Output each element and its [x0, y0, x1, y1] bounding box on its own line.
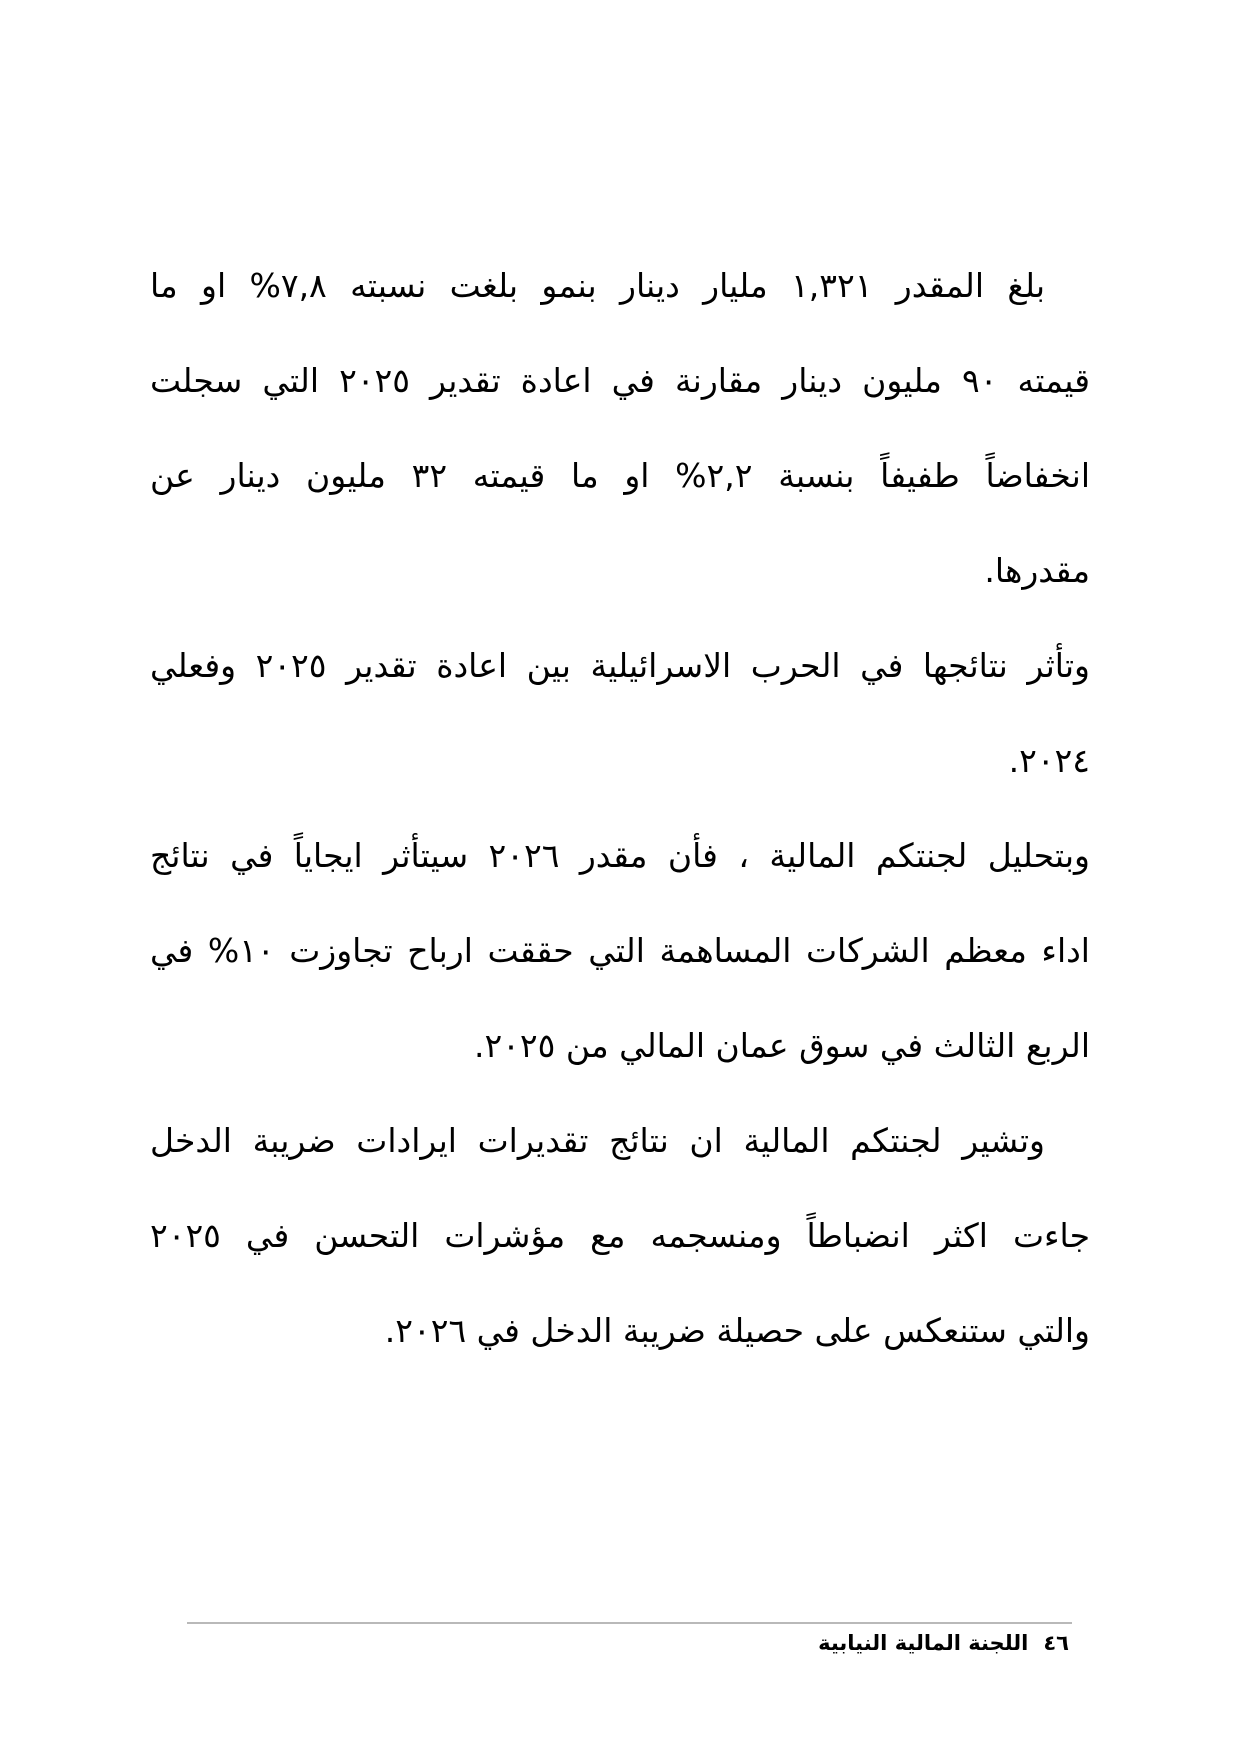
- document-text-body: [150, 238, 1090, 1378]
- paragraph-line: ٢٠٢٤.: [1008, 741, 1090, 780]
- footer-committee-label: اللجنة المالية النيابية: [818, 1631, 1029, 1655]
- paragraph-line: مقدرها.: [984, 551, 1090, 590]
- paragraph-1: [150, 238, 1090, 618]
- paragraph-2: [150, 618, 1090, 808]
- paragraph-line: قيمته ٩٠ مليون دينار مقارنة في اعادة تقدير ٢٠٢٥ التي سجلت: [150, 361, 1090, 400]
- paragraph-line: وبتحليل لجنتكم المالية ، فأن مقدر ٢٠٢٦ سيتأثر ايجاياً في نتائج: [150, 836, 1090, 875]
- paragraph-line: انخفاضاً طفيفاً بنسبة ٢,٢% او ما قيمته ٣٢ مليون دينار عن: [150, 456, 1090, 495]
- paragraph-line: بلغ المقدر ١,٣٢١ مليار دينار بنمو بلغت نسبته ٧,٨% او ما: [150, 266, 1046, 305]
- footer-divider: [187, 1622, 1072, 1624]
- paragraph-line: وتشير لجنتكم المالية ان نتائج تقديرات ايرادات ضريبة الدخل: [150, 1121, 1045, 1160]
- paragraph-line: وتأثر نتائجها في الحرب الاسرائيلية بين اعادة تقدير ٢٠٢٥ وفعلي: [150, 646, 1090, 685]
- paragraph-line: اداء معظم الشركات المساهمة التي حققت ارباح تجاوزت ١٠% في: [150, 931, 1090, 970]
- paragraph-line: جاءت اكثر انضباطاً ومنسجمه مع مؤشرات التحسن في ٢٠٢٥: [150, 1216, 1090, 1255]
- paragraph-line: والتي ستنعكس على حصيلة ضريبة الدخل في ٢٠٢٦.: [384, 1311, 1090, 1350]
- paragraph-4: [150, 1093, 1090, 1378]
- paragraph-line: الربع الثالث في سوق عمان المالي من ٢٠٢٥.: [473, 1026, 1090, 1065]
- page-number: ٤٦: [1043, 1631, 1069, 1655]
- paragraph-3: [150, 808, 1090, 1093]
- page-footer: [818, 1627, 1069, 1659]
